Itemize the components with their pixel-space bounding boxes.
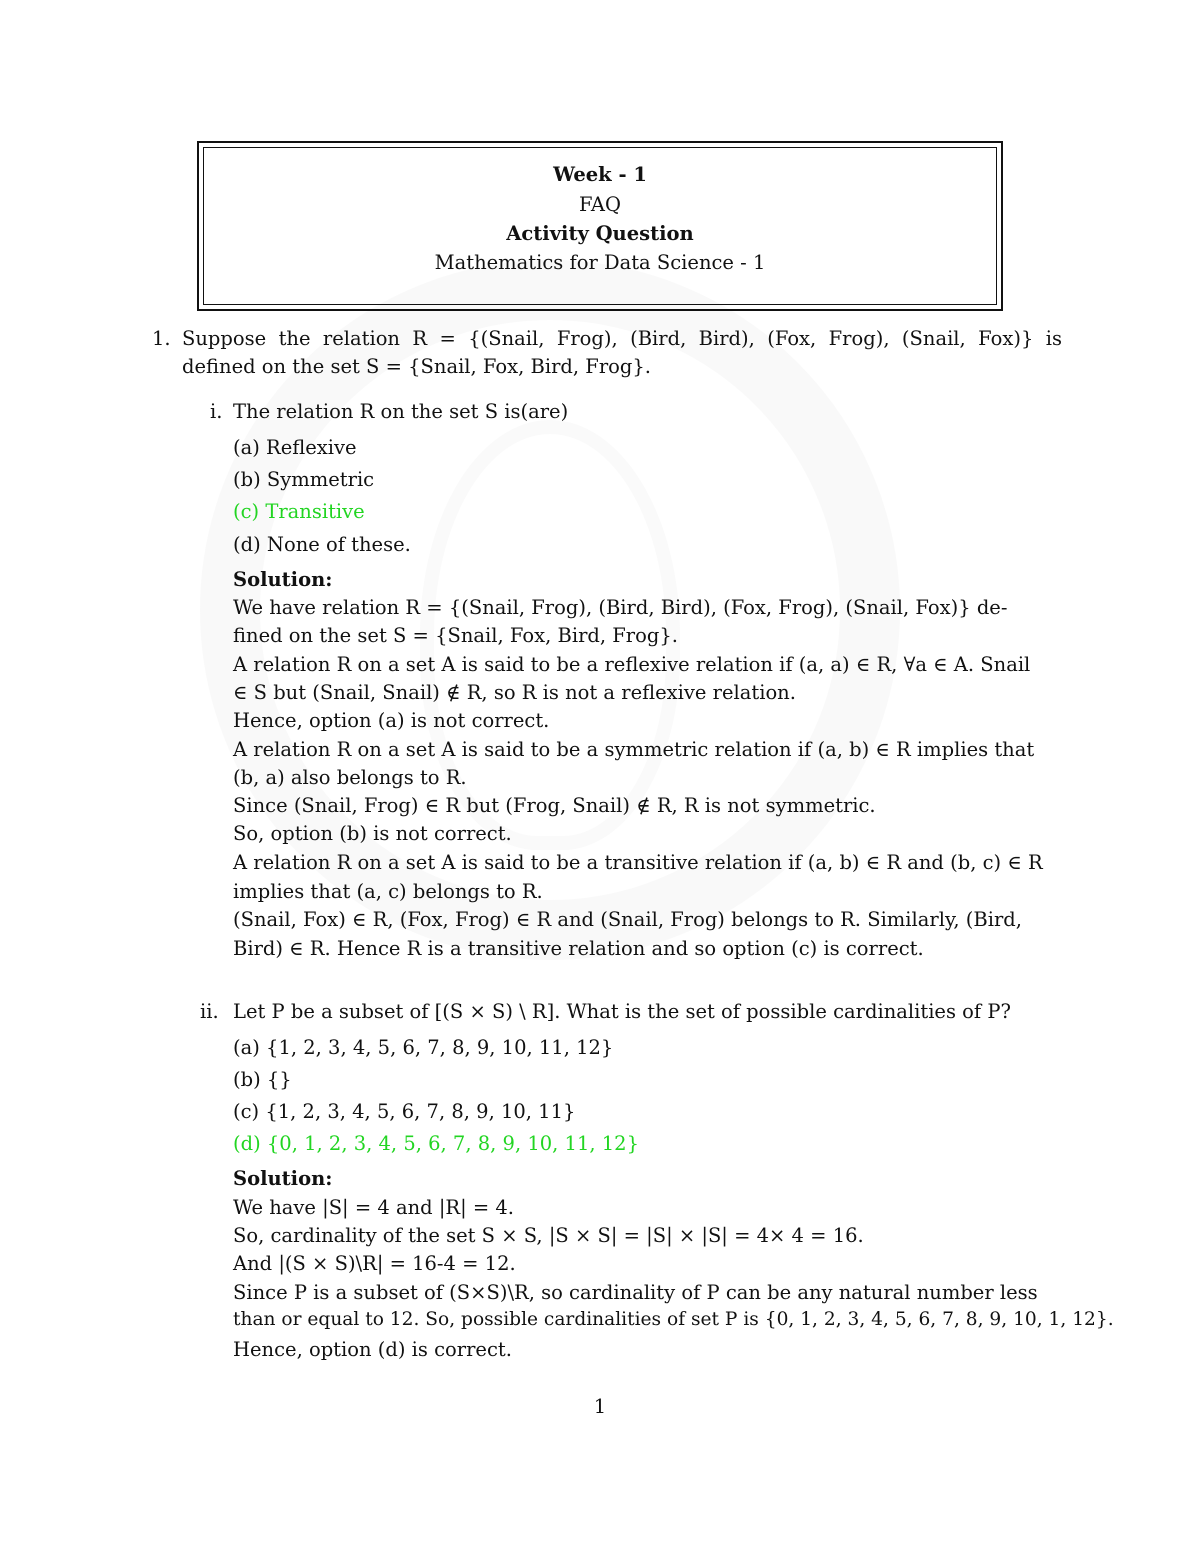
option-item: (a) {1, 2, 3, 4, 5, 6, 7, 8, 9, 10, 11, 12} — [233, 1036, 614, 1059]
question-number: 1. — [152, 327, 171, 350]
title-box — [197, 141, 1003, 311]
option-item-correct: (c) Transitive — [233, 500, 365, 523]
option-item: (c) {1, 2, 3, 4, 5, 6, 7, 8, 9, 10, 11} — [233, 1100, 576, 1123]
solution-line: implies that (a, c) belongs to R. — [233, 880, 543, 903]
option-item: (a) Reflexive — [233, 436, 357, 459]
solution-line: A relation R on a set A is said to be a reflexive relation if (a, a) ∈ R, ∀a ∈ A. Snail — [233, 653, 1031, 676]
option-item: (b) Symmetric — [233, 468, 375, 491]
solution-heading: Solution: — [233, 568, 333, 591]
option-item: (d) None of these. — [233, 533, 411, 556]
part-question: Let P be a subset of [(S × S) \ R]. What is the set of possible cardinalities of P? — [233, 1000, 1011, 1023]
part-question: The relation R on the set S is(are) — [233, 400, 569, 423]
solution-line: And |(S × S)\R| = 16-4 = 12. — [233, 1252, 516, 1275]
solution-line: Hence, option (a) is not correct. — [233, 709, 550, 732]
solution-line: Since (Snail, Frog) ∈ R but (Frog, Snail) ∉ R, R is not symmetric. — [233, 794, 876, 817]
page-number: 1 — [593, 1395, 607, 1418]
solution-line: A relation R on a set A is said to be a symmetric relation if (a, b) ∈ R implies that — [233, 738, 1035, 761]
option-item: (b) {} — [233, 1068, 292, 1091]
solution-heading: Solution: — [233, 1167, 333, 1190]
option-item-correct: (d) {0, 1, 2, 3, 4, 5, 6, 7, 8, 9, 10, 11, 12} — [233, 1132, 639, 1155]
solution-line: We have relation R = {(Snail, Frog), (Bird, Bird), (Fox, Frog), (Snail, Fox)} de- — [233, 596, 1008, 619]
solution-line: (Snail, Fox) ∈ R, (Fox, Frog) ∈ R and (Snail, Frog) belongs to R. Similarly, (Bird, — [233, 908, 1022, 931]
solution-line: Hence, option (d) is correct. — [233, 1338, 512, 1361]
solution-line: Bird) ∈ R. Hence R is a transitive relation and so option (c) is correct. — [233, 937, 924, 960]
week-title: Week - 1 — [553, 163, 647, 186]
solution-line: Since P is a subset of (S×S)\R, so cardinality of P can be any natural number less — [233, 1281, 1038, 1304]
solution-line: (b, a) also belongs to R. — [233, 766, 467, 789]
activity-title: Activity Question — [506, 222, 694, 245]
question-stem-line: Suppose the relation R = {(Snail, Frog), (Bird, Bird), (Fox, Frog), (Snail, Fox)} is — [182, 327, 1062, 350]
solution-line: We have |S| = 4 and |R| = 4. — [233, 1196, 514, 1219]
faq-title: FAQ — [579, 193, 621, 216]
solution-line: than or equal to 12. So, possible cardinalities of set P is {0, 1, 2, 3, 4, 5, 6, 7, 8, 9, 10, 1, 12}. — [233, 1309, 1114, 1330]
solution-line: A relation R on a set A is said to be a transitive relation if (a, b) ∈ R and (b, c) ∈ R — [233, 851, 1043, 874]
solution-line: ∈ S but (Snail, Snail) ∉ R, so R is not a reflexive relation. — [233, 681, 796, 704]
part-label: ii. — [200, 1000, 219, 1023]
solution-line: So, option (b) is not correct. — [233, 822, 512, 845]
course-title: Mathematics for Data Science - 1 — [434, 251, 766, 274]
part-label: i. — [210, 400, 223, 423]
question-stem-line: defined on the set S = {Snail, Fox, Bird, Frog}. — [182, 355, 651, 378]
solution-line: So, cardinality of the set S × S, |S × S| = |S| × |S| = 4× 4 = 16. — [233, 1224, 864, 1247]
solution-line: fined on the set S = {Snail, Fox, Bird, Frog}. — [233, 624, 678, 647]
